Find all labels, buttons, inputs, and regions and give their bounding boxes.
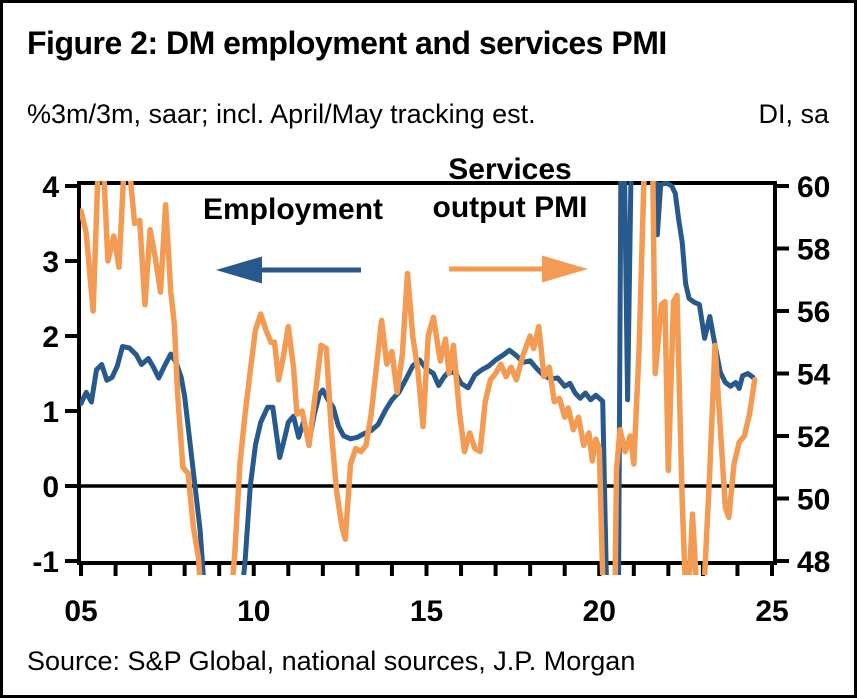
- x-axis-tick-label: 20: [582, 595, 616, 628]
- left-axis-tick-label: 4: [42, 171, 59, 204]
- source-note: Source: S&P Global, national sources, J.P. Morgan: [27, 646, 636, 676]
- employment-arrow-icon: [216, 257, 361, 284]
- right-axis-tick-label: 58: [797, 233, 831, 267]
- right-axis-tick-label: 52: [797, 421, 831, 454]
- legend-services-line2: output PMI: [432, 191, 588, 224]
- right-axis-tick-label: 50: [797, 483, 831, 517]
- services-arrow-icon: [449, 256, 588, 283]
- left-axis-tick-label: -1: [32, 546, 59, 579]
- left-axis-tick-label: 3: [42, 246, 59, 279]
- legend-services-line1: Services: [448, 153, 572, 186]
- left-axis-units-label: %3m/3m, saar; incl. April/May tracking est.: [27, 99, 536, 129]
- chart-plot-area: [3, 3, 857, 698]
- right-axis-tick-label: 48: [797, 546, 831, 579]
- right-axis-units-label: DI, sa: [758, 99, 829, 129]
- right-axis-tick-label: 60: [797, 171, 831, 204]
- x-axis-tick-label: 25: [755, 595, 789, 628]
- x-axis-tick-label: 15: [409, 595, 444, 628]
- left-axis-tick-label: 0: [42, 471, 59, 504]
- x-axis-tick-label: 10: [237, 595, 271, 628]
- x-axis-tick-label: 05: [64, 595, 98, 628]
- left-axis-tick-label: 2: [42, 321, 59, 354]
- right-axis-tick-label: 56: [797, 296, 831, 329]
- left-axis-tick-label: 1: [42, 396, 59, 429]
- chart-title: Figure 2: DM employment and services PMI: [27, 25, 667, 61]
- right-axis-tick-label: 54: [797, 358, 831, 392]
- legend-employment-label: Employment: [202, 193, 384, 226]
